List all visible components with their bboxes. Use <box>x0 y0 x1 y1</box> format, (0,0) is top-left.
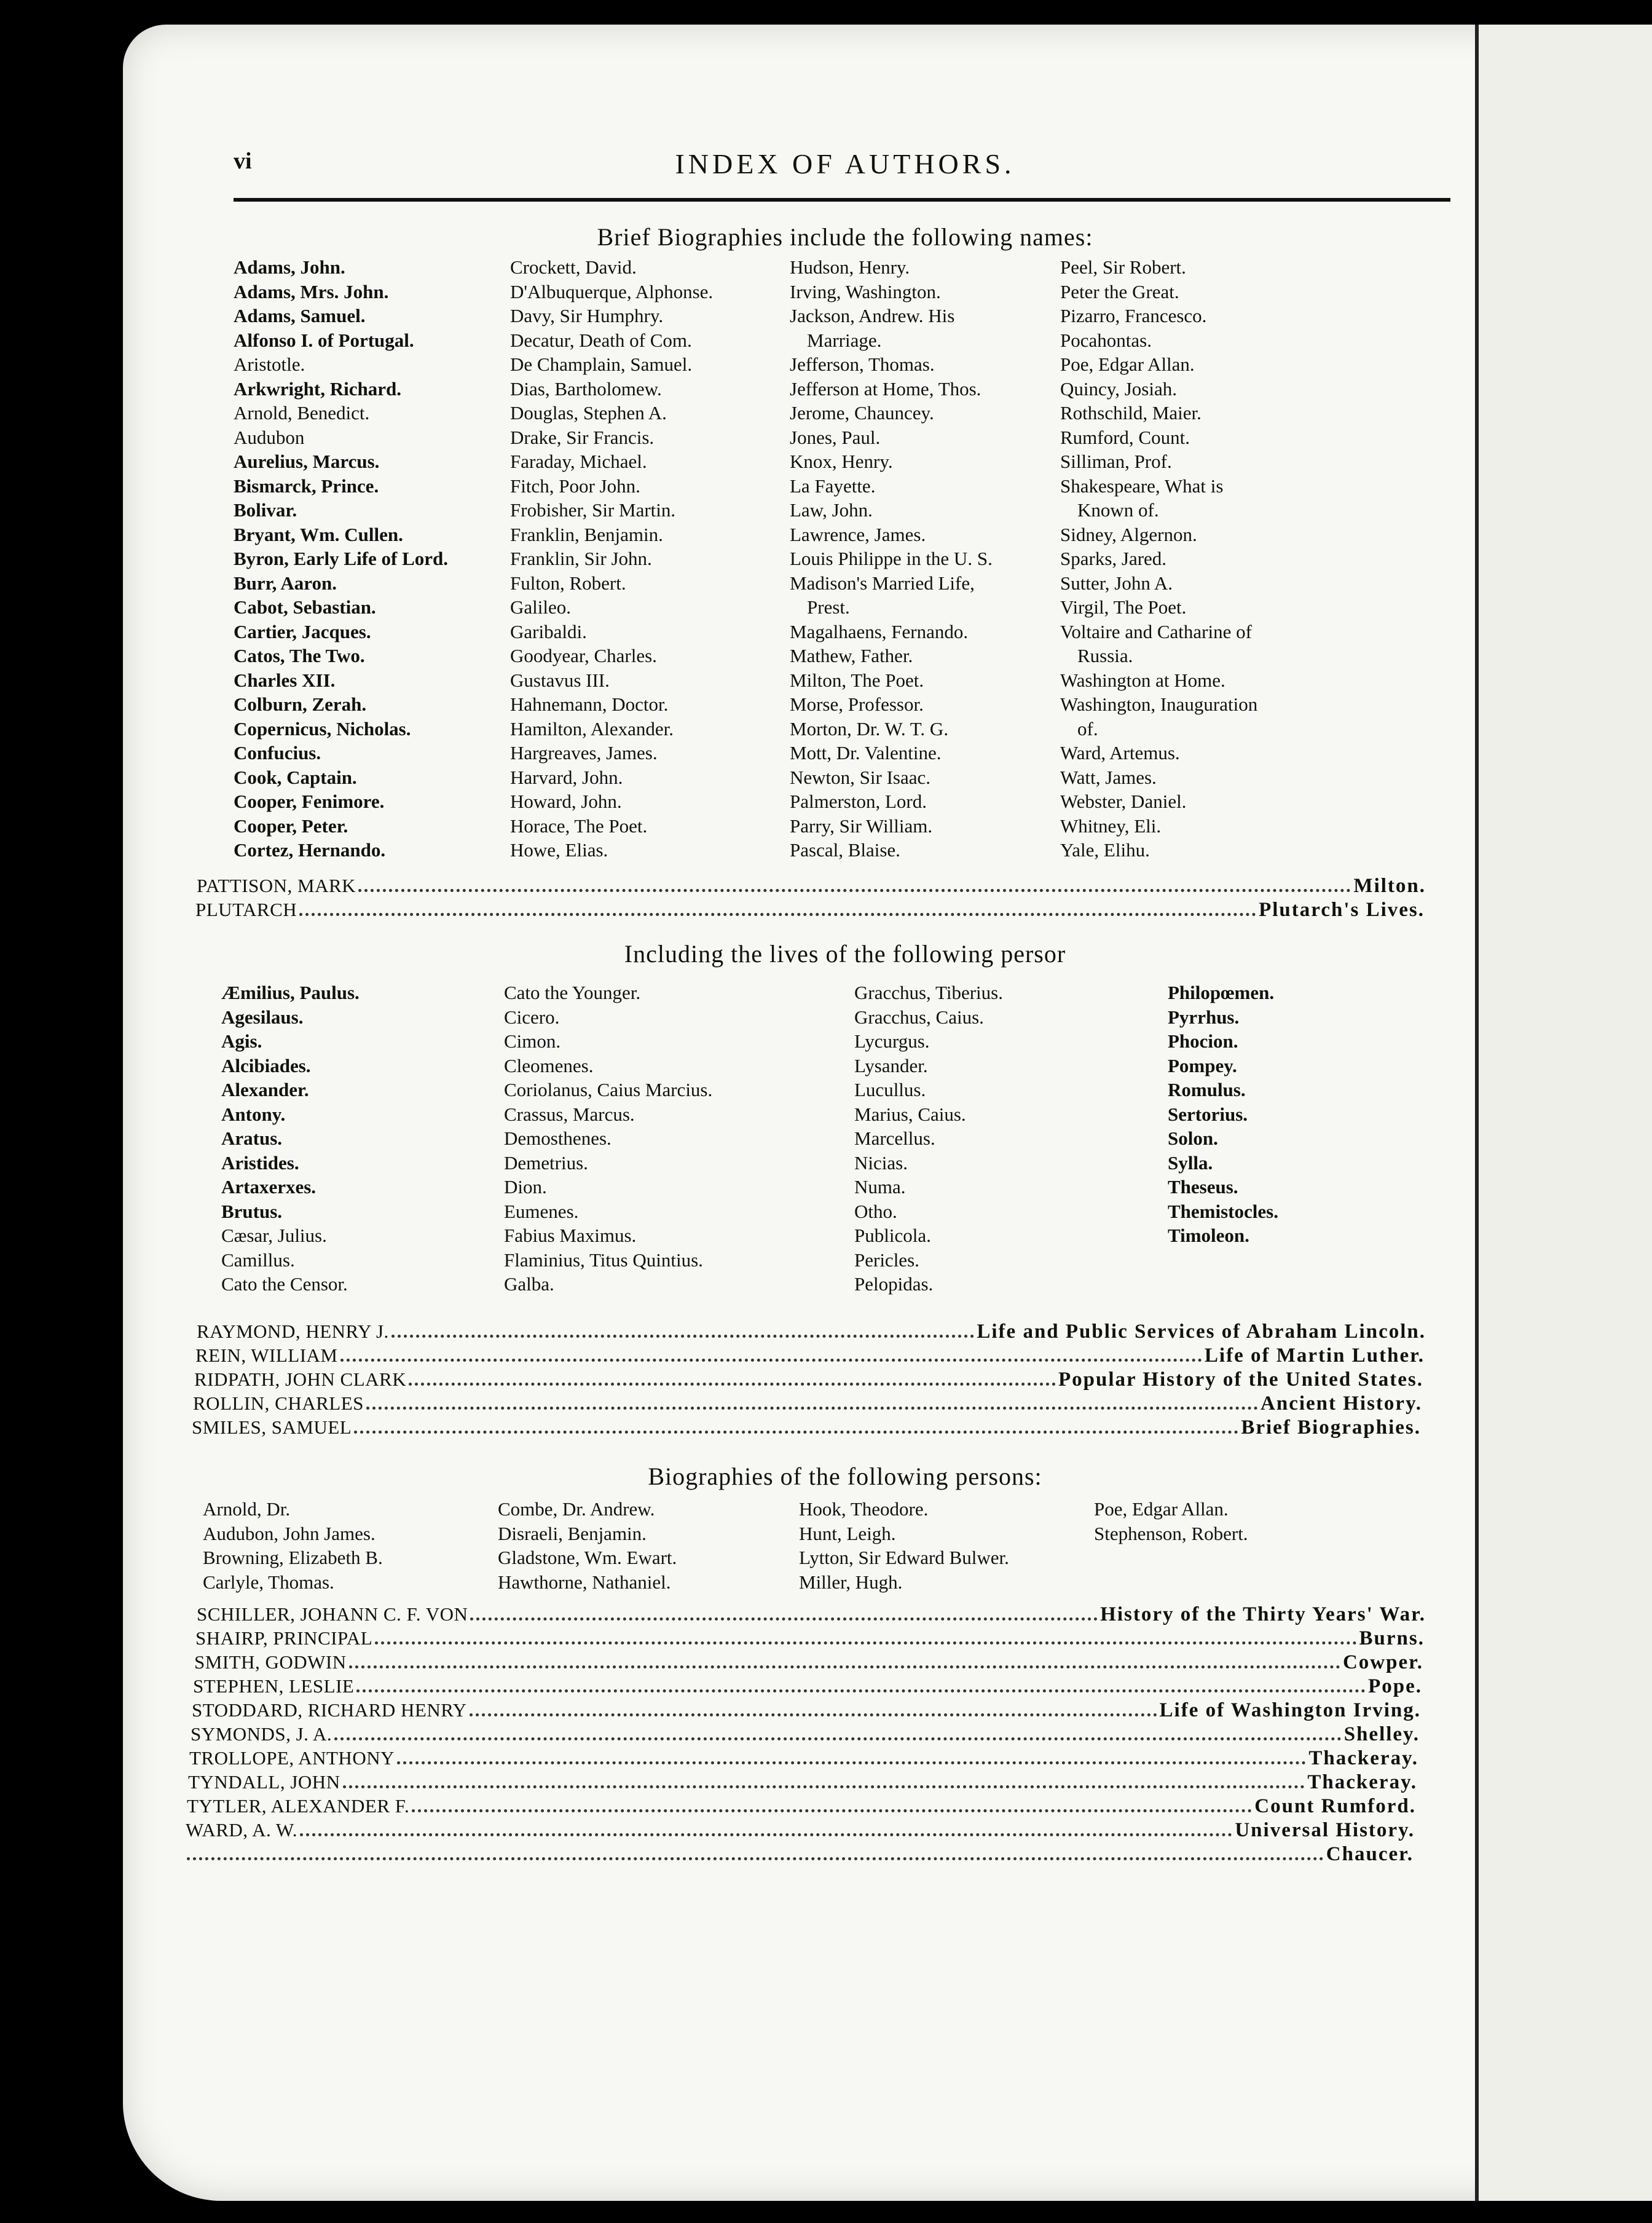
name-item: Frobisher, Sir Martin. <box>510 499 676 521</box>
name-item: Dion. <box>504 1176 547 1198</box>
work-title: Count Rumford. <box>1254 1795 1416 1817</box>
name-item: Theseus. <box>1168 1176 1238 1198</box>
name-item: Aristides. <box>221 1151 299 1174</box>
plutarch-names-col1 <box>221 981 360 1297</box>
name-item: Marriage. <box>807 329 882 351</box>
name-item: Bolivar. <box>234 499 297 521</box>
name-item: Douglas, Stephen A. <box>510 402 667 424</box>
name-item: Newton, Sir Isaac. <box>790 766 930 788</box>
smiles-names-col2 <box>498 1497 677 1594</box>
author-name: SCHILLER, JOHANN C. F. VON <box>197 1603 468 1625</box>
author-name: RAYMOND, HENRY J. <box>197 1321 389 1342</box>
name-item: Gladstone, Wm. Ewart. <box>498 1547 677 1568</box>
name-item: Cæsar, Julius. <box>221 1225 327 1246</box>
dot-leader <box>187 1857 1324 1860</box>
name-item: Æmilius, Paulus. <box>221 982 360 1003</box>
brief-names-col4 <box>1060 255 1257 863</box>
name-item: Combe, Dr. Andrew. <box>498 1498 655 1520</box>
work-title: History of the Thirty Years' War. <box>1100 1603 1426 1625</box>
dot-leader <box>300 1833 1232 1836</box>
name-item: Known of. <box>1077 499 1159 521</box>
name-item: Lawrence, James. <box>790 523 926 545</box>
brief-names-col3 <box>790 255 993 863</box>
name-item: Fabius Maximus. <box>504 1225 637 1246</box>
name-item: Milton, The Poet. <box>790 669 924 691</box>
author-name: ROLLIN, CHARLES <box>193 1392 364 1414</box>
name-item: Poe, Edgar Allan. <box>1060 353 1195 375</box>
name-item: Arnold, Benedict. <box>234 402 370 424</box>
author-entry <box>197 1603 1426 1628</box>
name-item: Pocahontas. <box>1060 329 1152 351</box>
name-item: Jones, Paul. <box>790 426 881 448</box>
name-item: Arnold, Dr. <box>203 1498 291 1520</box>
name-item: Byron, Early Life of Lord. <box>234 548 449 569</box>
name-item: De Champlain, Samuel. <box>510 353 693 375</box>
work-title: Burns. <box>1359 1627 1425 1649</box>
name-item: Marius, Caius. <box>854 1103 966 1125</box>
name-item: Crassus, Marcus. <box>504 1103 635 1125</box>
name-item: Aurelius, Marcus. <box>234 451 380 472</box>
name-item: Dias, Bartholomew. <box>510 377 662 400</box>
name-item: Agis. <box>221 1030 262 1052</box>
name-item: Pericles. <box>854 1249 919 1271</box>
name-item: Sparks, Jared. <box>1060 548 1167 569</box>
name-item: Timoleon. <box>1168 1225 1249 1246</box>
name-item: Horace, The Poet. <box>510 815 648 837</box>
name-item: Jefferson at Home, Thos. <box>790 377 981 400</box>
name-item: Morse, Professor. <box>790 693 924 715</box>
author-entry <box>192 1699 1421 1724</box>
name-item: Audubon <box>234 426 305 448</box>
plutarch-names-col2 <box>504 981 712 1297</box>
name-item: Romulus. <box>1168 1079 1246 1100</box>
name-item: Cooper, Fenimore. <box>234 791 385 812</box>
name-item: Lucullus. <box>854 1079 926 1100</box>
name-item: Fulton, Robert. <box>510 572 626 594</box>
name-item: Davy, Sir Humphry. <box>510 305 664 326</box>
name-item: Drake, Sir Francis. <box>510 426 655 448</box>
name-item: Washington, Inauguration <box>1060 693 1258 715</box>
name-item: Watt, James. <box>1060 766 1157 788</box>
work-title: Thackeray. <box>1308 1747 1418 1769</box>
name-item: Lytton, Sir Edward Bulwer. <box>799 1547 1009 1568</box>
author-entry <box>186 1819 1415 1844</box>
name-item: Pascal, Blaise. <box>790 839 900 861</box>
work-title: Life of Martin Luther. <box>1204 1344 1425 1367</box>
work-title: Plutarch's Lives. <box>1259 899 1425 921</box>
work-title: Life of Washington Irving. <box>1159 1699 1421 1721</box>
name-item: Gracchus, Tiberius. <box>854 982 1003 1003</box>
author-entry <box>184 1843 1414 1868</box>
brief-names-col2 <box>510 255 713 863</box>
name-item: Russia. <box>1077 645 1133 666</box>
dot-leader <box>299 913 1256 916</box>
name-item: Cooper, Peter. <box>234 815 348 837</box>
name-item: Alexander. <box>221 1079 309 1100</box>
name-item: Pyrrhus. <box>1168 1006 1240 1028</box>
name-item: Themistocles. <box>1168 1200 1278 1222</box>
name-item: Silliman, Prof. <box>1060 451 1172 472</box>
work-title: Pope. <box>1368 1675 1422 1697</box>
name-item: Cato the Younger. <box>504 982 641 1003</box>
brief-names-col1 <box>234 255 448 863</box>
name-item: Palmerston, Lord. <box>790 791 927 812</box>
dot-leader <box>375 1641 1356 1645</box>
name-item: Marcellus. <box>854 1127 935 1149</box>
brief-biographies-heading: Brief Biographies include the following names: <box>597 223 1093 251</box>
name-item: Howard, John. <box>510 791 622 812</box>
name-item: Galba. <box>504 1273 554 1295</box>
name-item: Disraeli, Benjamin. <box>498 1522 647 1544</box>
name-item: Hargreaves, James. <box>510 742 658 764</box>
name-item: Yale, Elihu. <box>1060 839 1150 861</box>
name-item: Washington at Home. <box>1060 669 1225 691</box>
name-item: Adams, John. <box>234 256 345 278</box>
name-item: Brutus. <box>221 1200 283 1222</box>
name-item: Whitney, Eli. <box>1060 815 1162 837</box>
name-item: Poe, Edgar Allan. <box>1094 1498 1229 1520</box>
name-item: Louis Philippe in the U. S. <box>790 548 993 569</box>
name-item: Parry, Sir William. <box>790 815 933 837</box>
work-title: Milton. <box>1353 875 1426 897</box>
author-name: SYMONDS, J. A. <box>191 1723 332 1745</box>
name-item: Phocion. <box>1168 1030 1238 1052</box>
name-item: Hunt, Leigh. <box>799 1522 896 1544</box>
author-entry <box>192 1416 1421 1441</box>
name-item: Morton, Dr. W. T. G. <box>790 717 949 740</box>
name-item: Pelopidas. <box>854 1273 934 1295</box>
name-item: Artaxerxes. <box>221 1176 317 1198</box>
header-rule <box>234 198 1450 202</box>
book-page <box>123 25 1567 2201</box>
name-item: Garibaldi. <box>510 620 587 642</box>
author-entry <box>195 1344 1425 1369</box>
smiles-names-col3 <box>799 1497 1009 1594</box>
dot-leader <box>356 1689 1366 1692</box>
author-entry <box>188 1771 1417 1796</box>
work-title: Brief Biographies. <box>1241 1416 1421 1439</box>
name-item: Philopœmen. <box>1168 982 1275 1003</box>
name-item: Otho. <box>854 1200 897 1222</box>
name-item: Nicias. <box>854 1151 908 1174</box>
author-name: TYNDALL, JOHN <box>188 1771 340 1793</box>
name-item: Quincy, Josiah. <box>1060 377 1177 400</box>
plutarch-lives-heading: Including the lives of the following persor <box>624 940 1066 968</box>
name-item: Galileo. <box>510 596 571 618</box>
name-item: Cook, Captain. <box>234 766 357 788</box>
author-entry <box>195 1627 1425 1652</box>
name-item: Rothschild, Maier. <box>1060 402 1202 424</box>
name-item: Cimon. <box>504 1030 561 1052</box>
name-item: Bryant, Wm. Cullen. <box>234 523 403 545</box>
name-item: Demetrius. <box>504 1151 588 1174</box>
name-item: Pizarro, Francesco. <box>1060 305 1207 326</box>
name-item: Fitch, Poor John. <box>510 475 640 497</box>
name-item: Pompey. <box>1168 1054 1237 1076</box>
author-name: PLUTARCH <box>195 899 297 920</box>
name-item: Shakespeare, What is <box>1060 475 1224 497</box>
author-name: RIDPATH, JOHN CLARK <box>194 1368 407 1390</box>
name-item: Sylla. <box>1168 1151 1213 1174</box>
name-item: Sertorius. <box>1168 1103 1248 1125</box>
name-item: Adams, Mrs. John. <box>234 280 389 302</box>
name-item: Rumford, Count. <box>1060 426 1190 448</box>
author-entry <box>189 1747 1418 1772</box>
author-name: SMILES, SAMUEL <box>192 1416 352 1438</box>
author-entry <box>191 1723 1420 1748</box>
name-item: Law, John. <box>790 499 873 521</box>
name-item: Cicero. <box>504 1006 560 1028</box>
work-title: Cowper. <box>1342 1651 1423 1673</box>
name-item: Franklin, Sir John. <box>510 548 652 569</box>
author-name: PATTISON, MARK <box>197 875 356 896</box>
name-item: Goodyear, Charles. <box>510 645 657 666</box>
dot-leader <box>391 1335 975 1338</box>
facing-page-edge <box>1475 25 1652 2201</box>
name-item: Gracchus, Caius. <box>854 1006 984 1028</box>
author-name: REIN, WILLIAM <box>195 1344 338 1366</box>
name-item: Knox, Henry. <box>790 451 893 472</box>
name-item: Cartier, Jacques. <box>234 620 371 642</box>
name-item: Charles XII. <box>234 669 336 691</box>
smiles-names-col4 <box>1094 1497 1248 1546</box>
plutarch-names-col4 <box>1168 981 1278 1248</box>
name-item: Howe, Elias. <box>510 839 608 861</box>
name-item: Colburn, Zerah. <box>234 693 367 715</box>
plutarch-names-col3 <box>854 981 1003 1297</box>
name-item: Catos, The Two. <box>234 645 365 666</box>
work-title: Thackeray. <box>1307 1771 1417 1793</box>
name-item: D'Albuquerque, Alphonse. <box>510 280 714 302</box>
author-name: TYTLER, ALEXANDER F. <box>187 1795 410 1817</box>
author-name: STEPHEN, LESLIE <box>193 1675 355 1697</box>
dot-leader <box>354 1431 1238 1434</box>
author-name: SHAIRP, PRINCIPAL <box>195 1627 373 1649</box>
name-item: Harvard, John. <box>510 766 623 788</box>
name-item: Aratus. <box>221 1127 283 1149</box>
name-item: Cortez, Hernando. <box>234 839 386 861</box>
name-item: Cleomenes. <box>504 1054 594 1076</box>
name-item: Alfonso I. of Portugal. <box>234 329 414 351</box>
author-entry <box>194 1368 1423 1393</box>
author-entry <box>195 899 1425 923</box>
name-item: Carlyle, Thomas. <box>203 1571 334 1593</box>
work-title: Universal History. <box>1235 1819 1415 1841</box>
name-item: Camillus. <box>221 1249 295 1271</box>
name-item: Mathew, Father. <box>790 645 913 666</box>
name-item: Solon. <box>1168 1127 1218 1149</box>
dot-leader <box>340 1359 1202 1362</box>
name-item: Hawthorne, Nathaniel. <box>498 1571 671 1593</box>
work-title: Life and Public Services of Abraham Lincoln. <box>977 1321 1426 1343</box>
name-item: Hahnemann, Doctor. <box>510 693 669 715</box>
name-item: Peter the Great. <box>1060 280 1179 302</box>
name-item: Bismarck, Prince. <box>234 475 379 497</box>
name-item: Antony. <box>221 1103 286 1125</box>
name-item: Miller, Hugh. <box>799 1571 903 1593</box>
author-entry <box>197 875 1426 899</box>
name-item: Numa. <box>854 1176 906 1198</box>
name-item: Lycurgus. <box>854 1030 930 1052</box>
smiles-names-col1 <box>203 1497 383 1594</box>
name-item: Eumenes. <box>504 1200 579 1222</box>
work-title: Popular History of the United States. <box>1058 1368 1423 1391</box>
name-item: Browning, Elizabeth B. <box>203 1547 383 1568</box>
name-item: Publicola. <box>854 1225 931 1246</box>
name-item: Hook, Theodore. <box>799 1498 929 1520</box>
name-item: Audubon, John James. <box>203 1522 376 1544</box>
dot-leader <box>412 1809 1252 1812</box>
name-item: Franklin, Benjamin. <box>510 523 663 545</box>
smiles-biographies-heading: Biographies of the following persons: <box>648 1463 1042 1490</box>
dot-leader <box>349 1665 1340 1668</box>
dot-leader <box>409 1383 1056 1386</box>
name-item: Crockett, David. <box>510 256 637 278</box>
name-item: Webster, Daniel. <box>1060 791 1187 812</box>
dot-leader <box>366 1407 1258 1410</box>
name-item: Adams, Samuel. <box>234 305 366 326</box>
work-title: Chaucer. <box>1326 1843 1414 1865</box>
page-number: vi <box>234 148 252 174</box>
name-item: Hamilton, Alexander. <box>510 717 674 740</box>
author-name: WARD, A. W. <box>186 1819 298 1841</box>
name-item: Irving, Washington. <box>790 280 941 302</box>
name-item: Faraday, Michael. <box>510 451 647 472</box>
name-item: Virgil, The Poet. <box>1060 596 1187 618</box>
name-item: Aristotle. <box>234 353 305 375</box>
name-item: Prest. <box>807 596 850 618</box>
name-item: Arkwright, Richard. <box>234 377 401 400</box>
name-item: Alcibiades. <box>221 1054 311 1076</box>
name-item: Cabot, Sebastian. <box>234 596 376 618</box>
name-item: Flaminius, Titus Quintius. <box>504 1249 703 1271</box>
dot-leader <box>334 1737 1342 1740</box>
name-item: Stephenson, Robert. <box>1094 1522 1248 1544</box>
dot-leader <box>470 1713 1157 1716</box>
name-item: Lysander. <box>854 1054 928 1076</box>
name-item: Coriolanus, Caius Marcius. <box>504 1079 713 1100</box>
name-item: Demosthenes. <box>504 1127 612 1149</box>
name-item: Peel, Sir Robert. <box>1060 256 1186 278</box>
author-entry <box>193 1392 1422 1417</box>
dot-leader <box>343 1785 1305 1788</box>
author-entry <box>194 1651 1423 1676</box>
name-item: Jackson, Andrew. His <box>790 305 955 326</box>
name-item: Magalhaens, Fernando. <box>790 620 969 642</box>
name-item: Jefferson, Thomas. <box>790 353 935 375</box>
running-title: INDEX OF AUTHORS. <box>675 148 1015 180</box>
name-item: of. <box>1077 717 1098 740</box>
dot-leader <box>470 1617 1098 1621</box>
name-item: Gustavus III. <box>510 669 610 691</box>
author-name: TROLLOPE, ANTHONY <box>189 1747 395 1769</box>
name-item: Mott, Dr. Valentine. <box>790 742 942 764</box>
author-entry <box>197 1321 1426 1345</box>
author-entry <box>193 1675 1422 1700</box>
name-item: Burr, Aaron. <box>234 572 337 594</box>
name-item: Decatur, Death of Com. <box>510 329 692 351</box>
name-item: Sutter, John A. <box>1060 572 1173 594</box>
name-item: Jerome, Chauncey. <box>790 402 934 424</box>
dot-leader <box>397 1761 1306 1764</box>
name-item: Hudson, Henry. <box>790 256 910 278</box>
work-title: Shelley. <box>1343 1723 1420 1745</box>
name-item: Voltaire and Catharine of <box>1060 620 1252 642</box>
author-name: SMITH, GODWIN <box>194 1651 347 1673</box>
author-entry <box>187 1795 1416 1820</box>
work-title: Ancient History. <box>1261 1392 1422 1415</box>
name-item: Sidney, Algernon. <box>1060 523 1197 545</box>
name-item: Agesilaus. <box>221 1006 304 1028</box>
name-item: Copernicus, Nicholas. <box>234 717 411 740</box>
author-name: STODDARD, RICHARD HENRY <box>192 1699 467 1721</box>
name-item: Cato the Censor. <box>221 1273 348 1295</box>
name-item: Confucius. <box>234 742 321 764</box>
name-item: Ward, Artemus. <box>1060 742 1180 764</box>
name-item: La Fayette. <box>790 475 876 497</box>
name-item: Madison's Married Life, <box>790 572 975 594</box>
dot-leader <box>358 889 1351 892</box>
